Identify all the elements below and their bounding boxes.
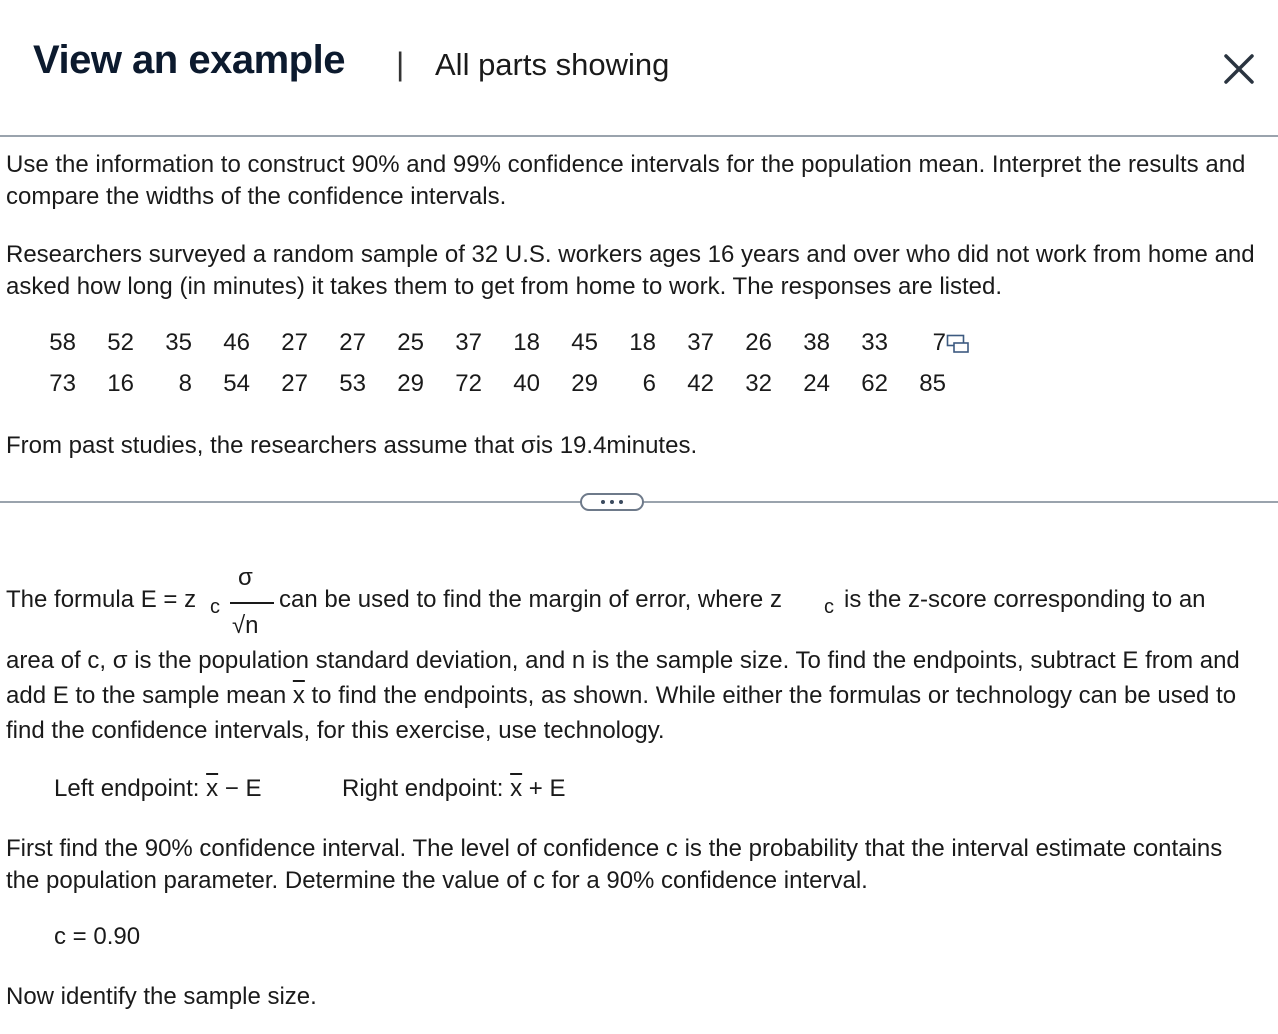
data-cell: 29	[571, 369, 598, 397]
data-cell: 46	[223, 328, 250, 356]
data-cell: 27	[281, 328, 308, 356]
data-cell: 29	[397, 369, 424, 397]
margin-of-error-formula	[6, 560, 1276, 640]
title-separator: |	[396, 46, 405, 82]
formula-end-text: is the z-score corresponding to an	[844, 586, 1206, 613]
expand-more-button[interactable]	[580, 493, 644, 511]
close-icon[interactable]	[1218, 48, 1260, 90]
c-value: c = 0.90	[54, 923, 141, 950]
data-cell: 58	[49, 328, 76, 356]
data-cell: 40	[513, 369, 540, 397]
sigma-statement	[6, 430, 697, 462]
right-endpoint	[342, 775, 566, 803]
ellipsis-dot	[601, 500, 605, 504]
confidence-step-text: First find the 90% confidence interval. The level of confidence c is the probability that the interval estimate contains the population parameter. Determine the value of c for a 90% confidence interval.	[6, 835, 1223, 894]
parts-status: All parts showing	[435, 47, 670, 82]
data-cell: 27	[281, 369, 308, 397]
formula-numerator: σ	[238, 564, 253, 591]
data-cell: 24	[803, 369, 830, 397]
fraction-bar	[230, 602, 274, 604]
left-endpoint-label: Left endpoint:	[54, 775, 200, 802]
sigma-symbol: σ	[520, 432, 536, 459]
data-cell: 33	[861, 328, 888, 356]
formula-denominator: √n	[232, 612, 259, 639]
right-endpoint-expression: + E	[528, 775, 566, 802]
data-table	[22, 322, 950, 404]
dialog-title: View an example	[33, 38, 345, 82]
data-cell: 38	[803, 328, 830, 356]
formula-subscript: c	[210, 596, 220, 618]
data-cell: 52	[107, 328, 134, 356]
header-divider	[0, 135, 1278, 137]
formula-mid-subscript: c	[824, 596, 834, 618]
data-cell: 25	[397, 328, 424, 356]
scenario-text: Researchers surveyed a random sample of 32 U.S. workers ages 16 years and over who did not work from home and asked how long (in minutes) it takes them to get from home to work. The responses are listed.	[6, 241, 1255, 300]
data-cell: 35	[165, 328, 192, 356]
ellipsis-dot	[610, 500, 614, 504]
right-endpoint-label: Right endpoint:	[342, 775, 504, 802]
copy-data-icon[interactable]	[946, 333, 970, 355]
left-endpoint-expression: − E	[224, 775, 262, 802]
data-cell: 18	[513, 328, 540, 356]
data-cell: 73	[49, 369, 76, 397]
data-cell: 72	[455, 369, 482, 397]
formula-intro: The formula E = z	[6, 586, 197, 613]
ellipsis-dot	[619, 500, 623, 504]
data-cell: 37	[455, 328, 482, 356]
sample-size-step-text: Now identify the sample size.	[6, 983, 317, 1010]
data-cell: 32	[745, 369, 772, 397]
data-cell: 42	[687, 369, 714, 397]
right-endpoint-xbar: $\overline{x}$	[510, 775, 523, 802]
data-cell: 6	[642, 369, 656, 397]
formula-continued: area of c, σ is the population standard deviation, and n is the sample size. To find the endpoints, subtract E from and add E to the sample mean	[6, 647, 1240, 709]
data-cell: 53	[339, 369, 366, 397]
data-cell: 27	[339, 328, 366, 356]
data-row	[22, 363, 950, 404]
data-cell: 45	[571, 328, 598, 356]
data-cell: 8	[178, 369, 192, 397]
left-endpoint	[54, 775, 262, 803]
sigma-suffix: is 19.4minutes.	[535, 432, 698, 459]
data-cell: 16	[107, 369, 134, 397]
data-row	[22, 322, 950, 363]
dialog-header	[0, 0, 1278, 135]
formula-mid-text: can be used to find the margin of error, where z	[279, 586, 782, 613]
data-cell: 54	[223, 369, 250, 397]
data-cell: 85	[919, 369, 946, 397]
sigma-prefix: From past studies, the researchers assume that	[6, 432, 521, 459]
data-cell: 62	[861, 369, 888, 397]
left-endpoint-xbar: $\overline{x}$	[206, 775, 219, 802]
data-cell: 18	[629, 328, 656, 356]
formula-continued-end: to find the endpoints, as shown. While either the formulas or technology can be used to find the confidence intervals, for this exercise, use technology.	[6, 682, 1237, 744]
data-cell: 7	[932, 328, 946, 356]
formula-explanation	[6, 643, 1278, 748]
data-cell: 26	[745, 328, 772, 356]
sample-mean-symbol: $\overline{x}$	[292, 682, 305, 709]
data-cell: 37	[687, 328, 714, 356]
instructions-text: Use the information to construct 90% and 99% confidence intervals for the population mean. Interpret the results and compare the widths of the confidence intervals.	[6, 151, 1246, 210]
